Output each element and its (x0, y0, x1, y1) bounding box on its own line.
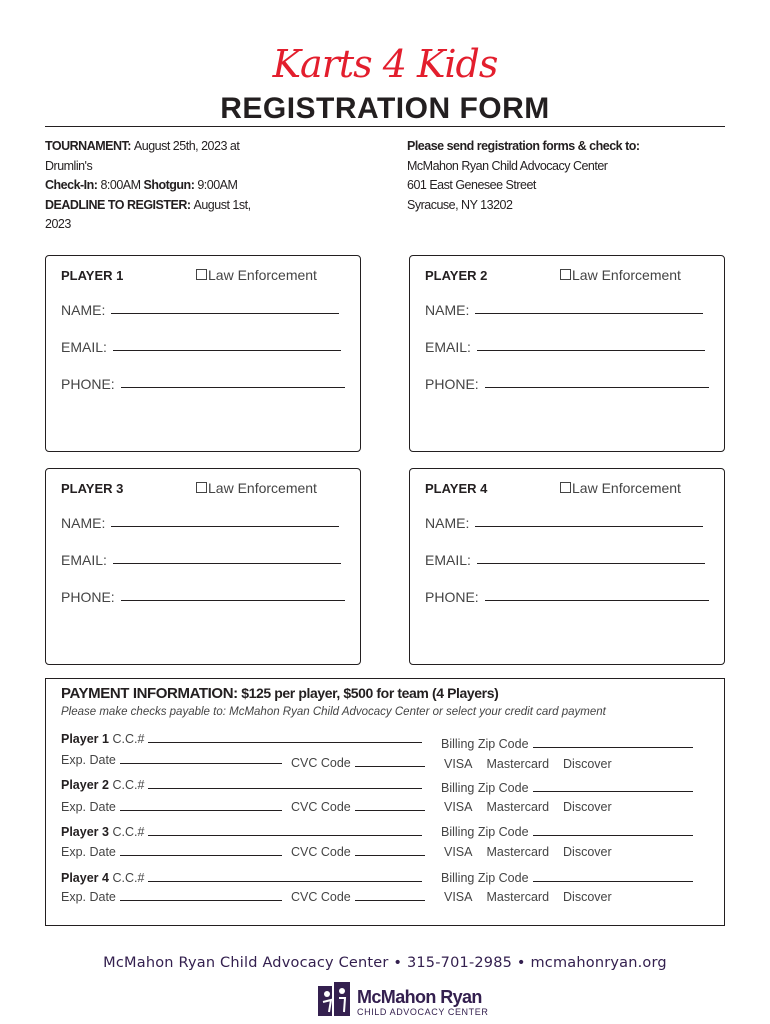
law-label: Law Enforcement (572, 480, 681, 496)
card-discover-option[interactable]: Discover (563, 757, 612, 771)
payment-player-4-card-options (444, 890, 626, 904)
card-discover-option[interactable]: Discover (563, 800, 612, 814)
player-2-email-field[interactable] (425, 339, 705, 355)
player-2-phone-field[interactable] (425, 376, 709, 392)
name-label: NAME: (61, 515, 106, 531)
payment-player-3-cvc-field[interactable] (291, 845, 425, 859)
player-3-email-field[interactable] (61, 552, 341, 568)
player-4-name-field[interactable] (425, 515, 703, 531)
cc-line[interactable] (148, 881, 422, 882)
law-label: Law Enforcement (208, 267, 317, 283)
tournament-venue: Drumlin's (45, 158, 93, 173)
player-4-law-checkbox[interactable] (560, 480, 681, 496)
payment-player-1-zip-field[interactable] (441, 737, 693, 751)
player-1-email-field[interactable] (61, 339, 341, 355)
card-visa-option[interactable]: VISA (444, 890, 473, 904)
player-4-email-field[interactable] (425, 552, 705, 568)
player-3-phone-field[interactable] (61, 589, 345, 605)
logo-name: McMahon Ryan (357, 987, 482, 1007)
deadline-year: 2023 (45, 217, 71, 231)
mailing-line-3: Syracuse, NY 13202 (407, 197, 513, 212)
payment-heading: PAYMENT INFORMATION: (61, 685, 238, 702)
checkbox-icon[interactable] (560, 482, 571, 493)
player-2-box (409, 255, 725, 452)
player-1-name-field[interactable] (61, 302, 339, 318)
payment-player-2-cvc-field[interactable] (291, 800, 425, 814)
cvc-label: CVC Code (291, 756, 351, 770)
email-label: EMAIL: (425, 552, 471, 568)
law-label: Law Enforcement (208, 480, 317, 496)
player-1-title: PLAYER 1 (61, 268, 124, 283)
footer-contact: McMahon Ryan Child Advocacy Center • 315-701-2985 • mcmahonryan.org (103, 955, 667, 971)
email-label: EMAIL: (61, 339, 107, 355)
cvc-label: CVC Code (291, 845, 351, 859)
payment-player-3-exp-field[interactable] (61, 845, 282, 859)
checkin-label: Check-In: (45, 178, 98, 192)
player-3-box (45, 468, 361, 665)
mailing-line-1: McMahon Ryan Child Advocacy Center (407, 158, 608, 173)
phone-line[interactable] (121, 386, 345, 388)
name-line[interactable] (475, 312, 703, 314)
cc-line[interactable] (148, 742, 422, 743)
player-1-law-checkbox[interactable] (196, 267, 317, 283)
card-visa-option[interactable]: VISA (444, 845, 473, 859)
player-4-box (409, 468, 725, 665)
cc-line[interactable] (148, 835, 422, 836)
email-label: EMAIL: (61, 552, 107, 568)
cvc-line[interactable] (355, 810, 425, 811)
phone-label: PHONE: (61, 589, 115, 605)
payment-pricing: $125 per player, $500 for team (4 Players) (241, 685, 499, 701)
name-line[interactable] (111, 525, 339, 527)
player-1-box (45, 255, 361, 452)
email-label: EMAIL: (425, 339, 471, 355)
tournament-label: TOURNAMENT: (45, 139, 131, 153)
logo-subtitle: CHILD ADVOCACY CENTER (357, 1007, 489, 1017)
payment-player-label: Player 4 (61, 871, 109, 885)
zip-label: Billing Zip Code (441, 871, 529, 885)
payment-heading-row (61, 685, 498, 702)
email-line[interactable] (477, 562, 705, 564)
player-3-title: PLAYER 3 (61, 481, 124, 496)
phone-label: PHONE: (425, 589, 479, 605)
cvc-label: CVC Code (291, 800, 351, 814)
card-discover-option[interactable]: Discover (563, 845, 612, 859)
shotgun-label: Shotgun: (143, 178, 195, 192)
payment-player-2-exp-field[interactable] (61, 800, 282, 814)
shotgun-value: 9:00AM (197, 178, 238, 192)
form-title: REGISTRATION FORM (220, 92, 550, 125)
exp-line[interactable] (120, 763, 282, 764)
deadline-label: DEADLINE TO REGISTER: (45, 197, 191, 212)
cc-line[interactable] (148, 788, 422, 789)
checkbox-icon[interactable] (196, 482, 207, 493)
exp-line[interactable] (120, 855, 282, 856)
exp-label: Exp. Date (61, 845, 116, 859)
email-line[interactable] (477, 349, 705, 351)
player-2-title: PLAYER 2 (425, 268, 488, 283)
card-mastercard-option[interactable]: Mastercard (486, 757, 550, 771)
phone-line[interactable] (121, 599, 345, 601)
payment-player-2-zip-field[interactable] (441, 781, 693, 795)
player-3-name-field[interactable] (61, 515, 339, 531)
cc-label: C.C.# (112, 778, 145, 792)
payment-player-3-zip-field[interactable] (441, 825, 693, 839)
card-discover-option[interactable]: Discover (563, 890, 612, 904)
payment-player-4-exp-field[interactable] (61, 890, 282, 904)
payment-player-label: Player 2 (61, 778, 109, 792)
cc-label: C.C.# (112, 871, 145, 885)
email-line[interactable] (113, 349, 341, 351)
payment-box (45, 678, 725, 926)
phone-label: PHONE: (425, 376, 479, 392)
cc-label: C.C.# (112, 825, 145, 839)
mailing-info (407, 137, 707, 215)
player-3-law-checkbox[interactable] (196, 480, 317, 496)
exp-label: Exp. Date (61, 890, 116, 904)
player-4-phone-field[interactable] (425, 589, 709, 605)
mailing-line-2: 601 East Genesee Street (407, 178, 536, 192)
tournament-info (45, 137, 285, 235)
exp-label: Exp. Date (61, 753, 116, 767)
payment-player-1-cvc-field[interactable] (291, 756, 425, 770)
event-title: Karts 4 Kids (272, 42, 498, 86)
exp-line[interactable] (120, 900, 282, 901)
card-mastercard-option[interactable]: Mastercard (486, 845, 550, 859)
mailing-heading: Please send registration forms & check to: (407, 139, 640, 153)
payment-player-2-card-options (444, 800, 626, 814)
zip-label: Billing Zip Code (441, 825, 529, 839)
payment-player-label: Player 1 (61, 732, 109, 746)
card-visa-option[interactable]: VISA (444, 800, 473, 814)
player-2-law-checkbox[interactable] (560, 267, 681, 283)
checkin-value: 8:00AM (100, 178, 141, 192)
name-label: NAME: (425, 302, 470, 318)
cc-label: C.C.# (112, 732, 145, 746)
cvc-line[interactable] (355, 855, 425, 856)
cvc-label: CVC Code (291, 890, 351, 904)
zip-label: Billing Zip Code (441, 781, 529, 795)
zip-line[interactable] (533, 791, 693, 792)
player-4-title: PLAYER 4 (425, 481, 488, 496)
zip-line[interactable] (533, 747, 693, 748)
payment-player-4-cvc-field[interactable] (291, 890, 425, 904)
phone-line[interactable] (485, 599, 709, 601)
payment-player-4-zip-field[interactable] (441, 871, 693, 885)
name-label: NAME: (61, 302, 106, 318)
tournament-value: August 25th, 2023 at (133, 139, 240, 153)
cvc-line[interactable] (355, 900, 425, 901)
zip-line[interactable] (533, 881, 693, 882)
payment-player-3-cc-field[interactable] (61, 825, 422, 839)
payment-player-2-cc-field[interactable] (61, 778, 422, 792)
card-mastercard-option[interactable]: Mastercard (486, 890, 550, 904)
payment-player-1-exp-field[interactable] (61, 753, 282, 767)
deadline-value: August 1st, (193, 197, 251, 212)
cvc-line[interactable] (355, 766, 425, 767)
exp-line[interactable] (120, 810, 282, 811)
payment-player-1-cc-field[interactable] (61, 732, 422, 746)
exp-label: Exp. Date (61, 800, 116, 814)
phone-label: PHONE: (61, 376, 115, 392)
card-visa-option[interactable]: VISA (444, 757, 473, 771)
title-divider (45, 126, 725, 127)
payment-player-4-cc-field[interactable] (61, 871, 422, 885)
zip-line[interactable] (533, 835, 693, 836)
player-1-phone-field[interactable] (61, 376, 345, 392)
email-line[interactable] (113, 562, 341, 564)
card-mastercard-option[interactable]: Mastercard (486, 800, 550, 814)
mcmahon-ryan-logo-icon (315, 980, 353, 1020)
checkbox-icon[interactable] (560, 269, 571, 280)
zip-label: Billing Zip Code (441, 737, 529, 751)
name-line[interactable] (475, 525, 703, 527)
payment-player-1-card-options (444, 757, 626, 771)
name-label: NAME: (425, 515, 470, 531)
payment-player-label: Player 3 (61, 825, 109, 839)
law-label: Law Enforcement (572, 267, 681, 283)
phone-line[interactable] (485, 386, 709, 388)
payment-player-3-card-options (444, 845, 626, 859)
name-line[interactable] (111, 312, 339, 314)
payment-note: Please make checks payable to: McMahon Ryan Child Advocacy Center or select your credit card payment (61, 706, 606, 718)
player-2-name-field[interactable] (425, 302, 703, 318)
checkbox-icon[interactable] (196, 269, 207, 280)
